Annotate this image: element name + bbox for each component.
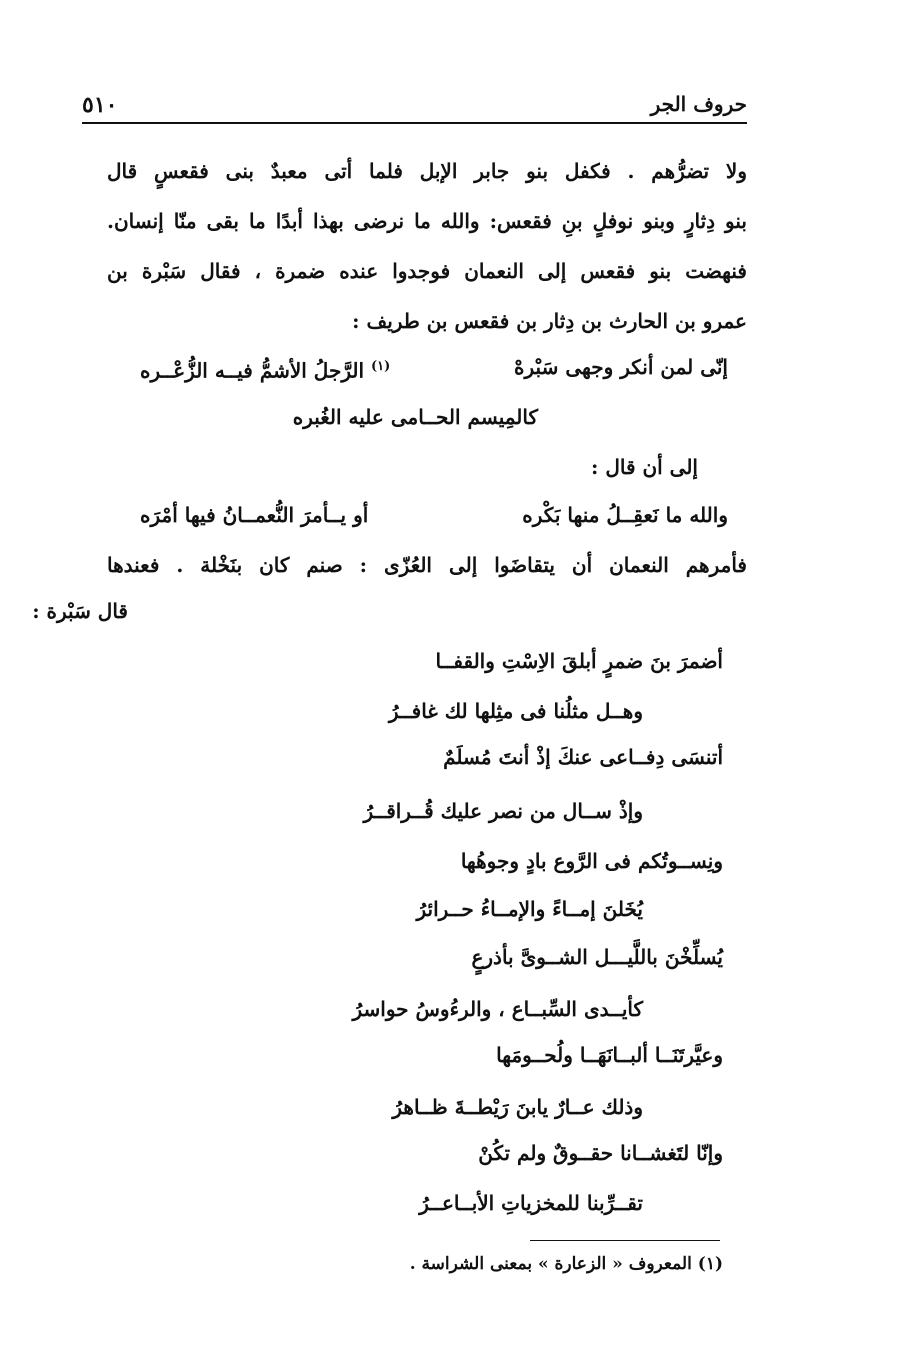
poem-line: وهــل مثلُنا فى مثِلها لك غافــرُ — [388, 699, 643, 723]
poem-line: وإنّا لتَغشــانا حقــوقٌ ولم تكُنْ — [478, 1141, 723, 1165]
prose-line: فنهضت بنو فقعس إلى النعمان فوجدوا عنده ضمرة ، فقال سَبْرة بن — [107, 259, 747, 283]
verse-text: الرَّجلُ الأشمُّ فيــه الزُّعْــره — [140, 358, 365, 383]
poem-line: يُخَلنَ إمــاءً والإمــاءُ حــرائرُ — [416, 897, 643, 921]
verse-hemistich-left — [140, 352, 390, 386]
poem-line: كأيــدى السِّبــاع ، والرءُوسُ حواسرُ — [352, 997, 643, 1021]
footnote-marker: (١) — [370, 359, 391, 374]
prose-line: ولا تضرُّهم . فكفل بنو جابر الإبل فلما أتى معبدٌ بنى فقعسٍ قال — [107, 159, 747, 183]
page-header — [82, 88, 747, 124]
page-number: ٥١٠ — [82, 92, 118, 118]
poem-line: أضمرَ بنَ ضمرٍ أبلقَ الاِسْتِ والقفــا — [435, 649, 723, 673]
verse-hemistich-right: إنّى لمن أنكر وجهى سَبْرهْ — [514, 355, 728, 379]
poem-line: أتنسَى دِفــاعى عنكَ إذْ أنتَ مُسلَمٌ — [443, 745, 723, 769]
footnote: (١) المعروف « الزعارة » بمعنى الشراسة . — [409, 1254, 723, 1274]
poem-line: وإذْ ســال من نصر عليك قُــراقــرُ — [363, 799, 643, 823]
verse-hemistich-left: أو يــأمرَ النُّعمــانُ فيها أمْرَه — [140, 503, 369, 527]
prose-line: عمرو بن الحارث بن دِثار بن فقعس بن طريف : — [352, 309, 747, 333]
poem-line: يُسلِّخْنَ باللَّيـــل الشــوىَّ بأذرعٍ — [471, 945, 723, 969]
prose-line: بنو دِثارٍ وبنو نوفلٍ بنِ فقعس: والله ما نرضى بهذا أبدًا ما بقى منّا إنسان. — [107, 209, 747, 233]
prose-line: فأمرهم النعمان أن يتقاضَوا إلى العُزّى : صنم كان بنَخْلة . فعندها — [107, 553, 747, 577]
poem-line: ونِســوتُكم فى الرَّوع بادٍ وجوهُها — [460, 849, 723, 873]
running-title: حروف الجر — [650, 92, 747, 116]
prose-line: قال سَبْرة : — [32, 599, 128, 623]
until-said-label: إلى أن قال : — [590, 455, 698, 479]
poem-line: وذلك عــارٌ يابنَ رَيْطــةَ ظــاهرُ — [392, 1095, 643, 1119]
poem-line: تقــرِّبنا للمخزياتِ الأبــاعــرُ — [419, 1191, 643, 1215]
verse-second-line: كالمِيسم الحــامى عليه الغُبره — [292, 405, 538, 429]
poem-line: وعيَّرتَنَــا ألبــانَهَــا ولُحــومَها — [496, 1043, 723, 1067]
verse-hemistich-right: والله ما نَعقِــلُ منها بَكْره — [522, 503, 728, 527]
footnote-divider — [530, 1240, 720, 1241]
